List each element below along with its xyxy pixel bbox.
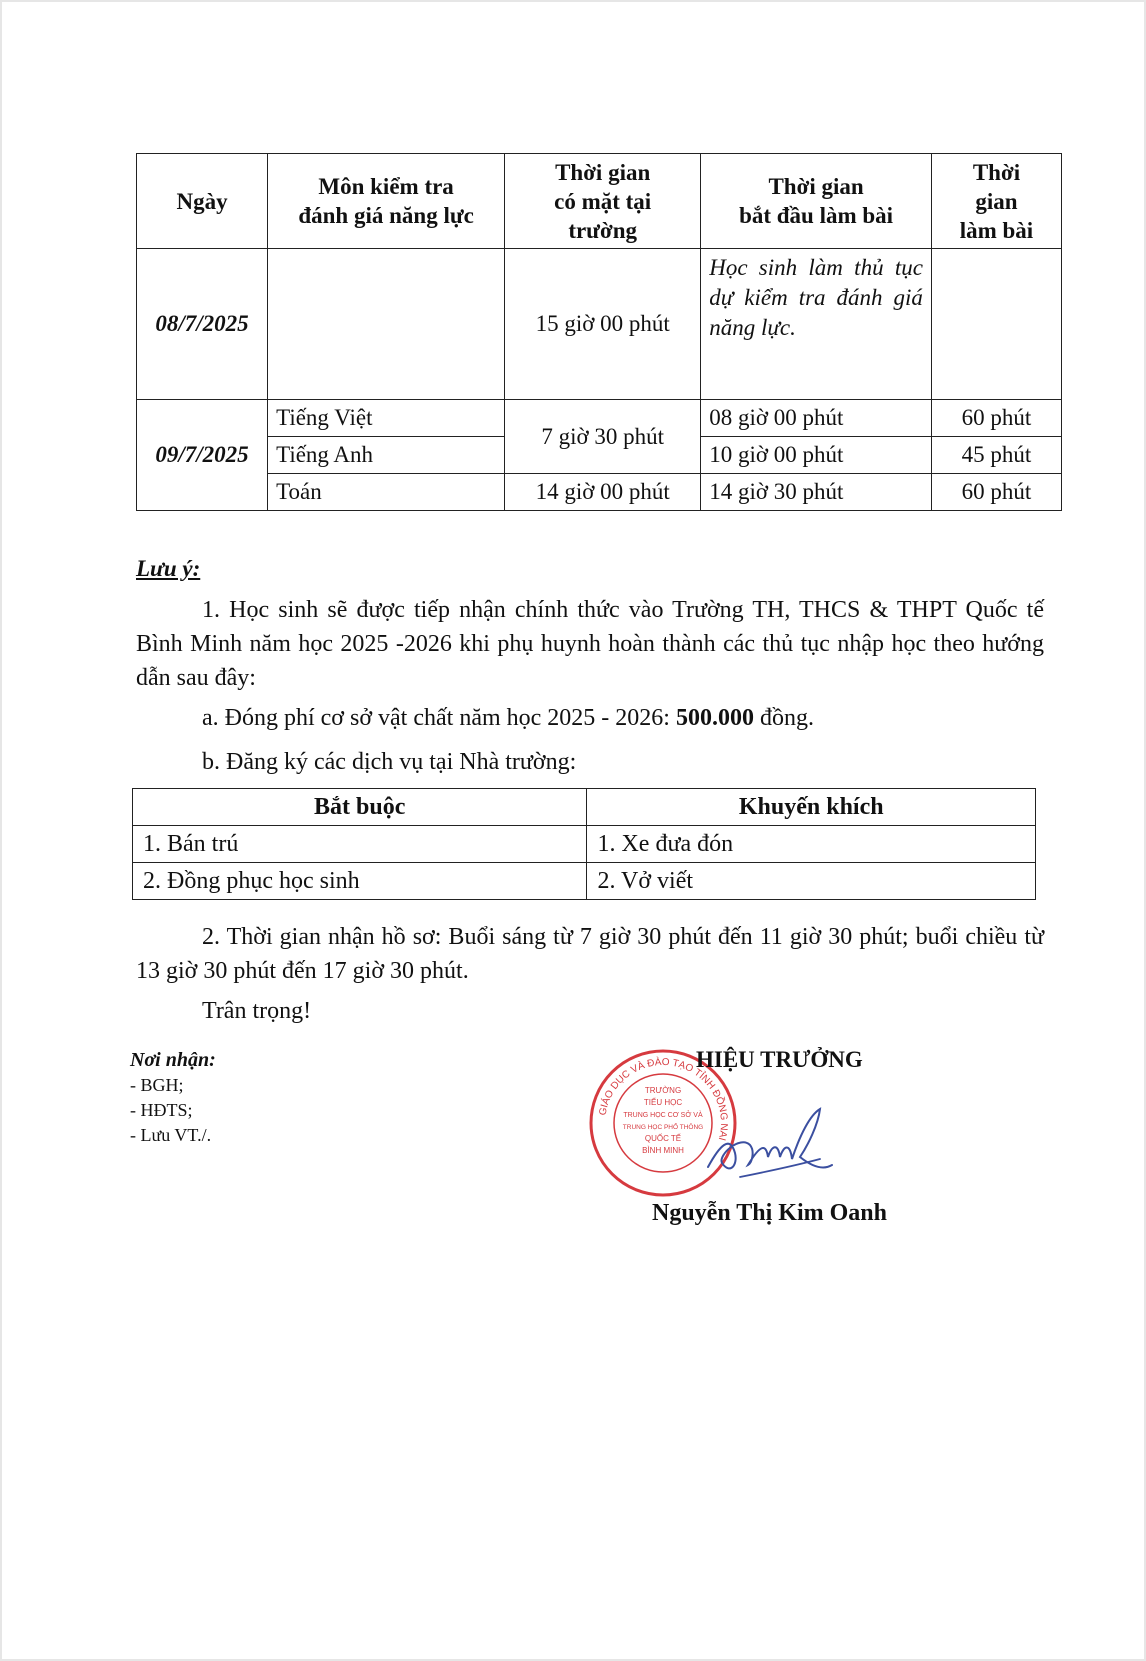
header-arrive-text: Thời gian có mặt tại trường	[554, 159, 652, 243]
service-encouraged: 2. Vở viết	[587, 863, 1036, 900]
service-required: 2. Đồng phục học sinh	[133, 863, 587, 900]
principal-name: Nguyễn Thị Kim Oanh	[652, 1200, 887, 1226]
header-date-text: Ngày	[176, 188, 228, 214]
note-item-b: b. Đăng ký các dịch vụ tại Nhà trường:	[202, 749, 577, 775]
subject-cell: Toán	[268, 474, 505, 511]
recipient-item: - HĐTS;	[130, 1100, 193, 1120]
arrive-cell: 14 giờ 00 phút	[505, 474, 701, 511]
services-table	[132, 788, 1036, 900]
duration-cell: 60 phút	[931, 474, 1061, 511]
exam-schedule-table	[136, 153, 1062, 511]
closing-text: Trân trọng!	[202, 998, 312, 1024]
handwritten-signature	[700, 1105, 835, 1185]
header-subject-text: Môn kiểm tra đánh giá năng lực	[298, 174, 474, 228]
signature-stroke	[708, 1109, 832, 1168]
duration-cell: 45 phút	[931, 437, 1061, 474]
arrive-cell: 7 giờ 30 phút	[505, 400, 701, 474]
note-title: Lưu ý:	[136, 556, 201, 581]
procedure-note-cell: Học sinh làm thủ tục dự kiểm tra đánh giá năng lực.	[701, 249, 932, 400]
start-cell: 10 giờ 00 phút	[701, 437, 932, 474]
recipients-block	[130, 1048, 216, 1148]
fee-amount: 500.000	[675, 705, 754, 731]
header-required: Bắt buộc	[133, 789, 587, 826]
principal-title: HIỆU TRƯỞNG	[696, 1047, 863, 1072]
table-row	[137, 400, 1062, 437]
note-paragraph-1: 1. Học sinh sẽ được tiếp nhận chính thức vào Trường TH, THCS & THPT Quốc tế Bình Minh năm học 2025 -2026 khi phụ huynh hoàn thành các thủ tục nhập học theo hướng dẫn sau đây:	[136, 597, 1044, 691]
header-arrive	[505, 154, 701, 249]
seal-ring-text: GIÁO DỤC VÀ ĐÀO TẠO TỈNH ĐỒNG NAI	[597, 1056, 730, 1142]
seal-center-text	[623, 1086, 703, 1155]
header-encouraged: Khuyến khích	[587, 789, 1036, 826]
date-cell: 08/7/2025	[137, 249, 268, 400]
duration-cell	[931, 249, 1061, 400]
start-cell: 14 giờ 30 phút	[701, 474, 932, 511]
svg-text:BÌNH MINH: BÌNH MINH	[642, 1146, 684, 1155]
header-subject	[268, 154, 505, 249]
note-item-a	[202, 701, 1042, 735]
table-row	[133, 863, 1036, 900]
arrive-cell: 15 giờ 00 phút	[505, 249, 701, 400]
table-row	[137, 474, 1062, 511]
date-cell: 09/7/2025	[137, 400, 268, 511]
note-paragraph-2: 2. Thời gian nhận hồ sơ: Buổi sáng từ 7 giờ 30 phút đến 11 giờ 30 phút; buổi chiều từ 13 giờ 30 phút đến 17 giờ 30 phút.	[136, 924, 1044, 984]
subject-cell	[268, 249, 505, 400]
note-item-a-suffix: đồng.	[753, 705, 814, 731]
svg-text:QUỐC TẾ: QUỐC TẾ	[644, 1134, 682, 1143]
start-cell: 08 giờ 00 phút	[701, 400, 932, 437]
table-row	[133, 826, 1036, 863]
header-start-text: Thời gian bắt đầu làm bài	[739, 174, 894, 228]
svg-text:TRUNG HỌC PHỔ THÔNG: TRUNG HỌC PHỔ THÔNG	[622, 1124, 704, 1131]
service-required: 1. Bán trú	[133, 826, 587, 863]
header-start	[701, 154, 932, 249]
note-item-a-text: a. Đóng phí cơ sở vật chất năm học 2025 - 2026:	[202, 705, 676, 731]
svg-text:TRƯỜNG: TRƯỜNG	[644, 1086, 682, 1095]
services-header-row	[133, 789, 1036, 826]
header-date	[137, 154, 268, 249]
subject-cell: Tiếng Anh	[268, 437, 505, 474]
recipients-title: Nơi nhận:	[130, 1049, 216, 1071]
table-row	[137, 249, 1062, 400]
svg-text:TIỂU HỌC: TIỂU HỌC	[643, 1098, 683, 1107]
recipient-item: - BGH;	[130, 1075, 184, 1095]
schedule-header-row	[137, 154, 1062, 249]
header-duration-text: Thời gian làm bài	[959, 159, 1034, 243]
svg-text:TRUNG HỌC CƠ SỞ VÀ: TRUNG HỌC CƠ SỞ VÀ	[623, 1112, 703, 1119]
header-duration	[931, 154, 1061, 249]
service-encouraged: 1. Xe đưa đón	[587, 826, 1036, 863]
subject-cell: Tiếng Việt	[268, 400, 505, 437]
duration-cell: 60 phút	[931, 400, 1061, 437]
recipient-item: - Lưu VT./.	[130, 1125, 212, 1145]
